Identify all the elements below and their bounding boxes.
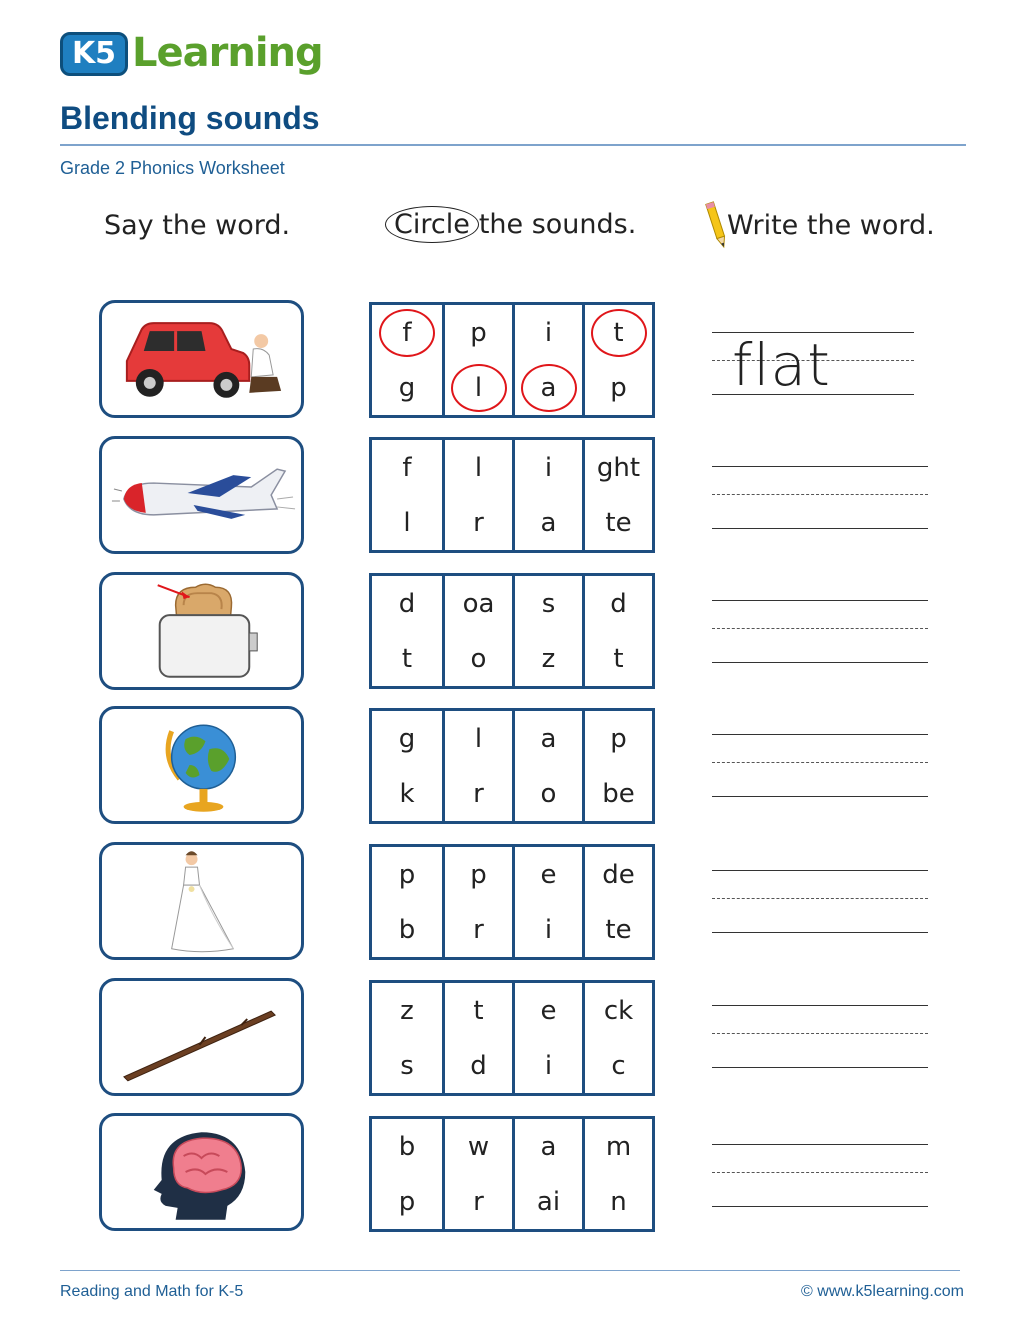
toaster-icon: [102, 575, 301, 687]
sound-cell[interactable]: a: [512, 1119, 582, 1174]
sound-cell[interactable]: t: [442, 983, 512, 1038]
sound-cell[interactable]: e: [512, 983, 582, 1038]
sound-cell[interactable]: oa: [442, 576, 512, 631]
write-lines[interactable]: [712, 870, 928, 934]
sound-cell[interactable]: r: [442, 766, 512, 821]
sound-cell[interactable]: ght: [582, 440, 652, 495]
sound-cell[interactable]: g: [398, 723, 416, 754]
write-lines-example: [712, 331, 914, 399]
sound-cell[interactable]: a: [512, 711, 582, 766]
sound-grid-7: [369, 1116, 655, 1232]
sound-cell[interactable]: l: [442, 711, 512, 766]
write-lines[interactable]: [712, 1005, 928, 1069]
k5-learning-logo: [60, 22, 323, 82]
sound-cell[interactable]: e: [512, 847, 582, 902]
stick-icon: [102, 981, 301, 1093]
sound-grid-1: [369, 302, 655, 418]
picture-globe: [99, 706, 304, 824]
sound-cell[interactable]: w: [442, 1119, 512, 1174]
sound-cell[interactable]: s: [400, 1050, 414, 1081]
instruction-write: Write the word.: [727, 210, 935, 241]
sound-cell[interactable]: p: [398, 1186, 416, 1217]
sound-cell[interactable]: de: [582, 847, 652, 902]
sound-grid-5: [369, 844, 655, 960]
footer-divider: [60, 1270, 960, 1271]
sound-cell[interactable]: p: [442, 847, 512, 902]
sound-cell[interactable]: r: [442, 495, 512, 550]
sound-grid-2: [369, 437, 655, 553]
sound-cell[interactable]: z: [400, 995, 414, 1026]
logo-word: Learning: [132, 30, 323, 76]
sound-cell[interactable]: a: [512, 495, 582, 550]
sound-cell[interactable]: z: [512, 631, 582, 686]
instruction-circle-word: Circle: [385, 206, 479, 243]
sound-cell[interactable]: t: [401, 643, 413, 674]
sound-cell-circled[interactable]: l: [442, 360, 512, 415]
sound-cell[interactable]: i: [512, 1038, 582, 1093]
sound-cell[interactable]: i: [512, 440, 582, 495]
title-divider: [60, 144, 966, 146]
sound-cell[interactable]: te: [582, 495, 652, 550]
footer-website[interactable]: © www.k5learning.com: [801, 1283, 964, 1300]
sound-cell[interactable]: n: [582, 1174, 652, 1229]
page-title: Blending sounds: [60, 100, 320, 136]
sound-cell[interactable]: l: [442, 440, 512, 495]
sound-cell[interactable]: k: [399, 778, 415, 809]
sound-cell[interactable]: f: [402, 452, 412, 483]
instruction-say: Say the word.: [104, 210, 291, 241]
brain-icon: [102, 1116, 301, 1228]
picture-bride: [99, 842, 304, 960]
sound-cell[interactable]: ck: [582, 983, 652, 1038]
sound-cell[interactable]: g: [398, 372, 416, 403]
sound-cell[interactable]: ai: [512, 1174, 582, 1229]
picture-car-flat-tire: [99, 300, 304, 418]
sound-cell[interactable]: b: [398, 1131, 416, 1162]
sound-cell[interactable]: c: [582, 1038, 652, 1093]
sound-cell[interactable]: d: [398, 588, 416, 619]
sound-cell[interactable]: o: [442, 631, 512, 686]
sound-grid-6: [369, 980, 655, 1096]
footer-tagline: Reading and Math for K-5: [60, 1283, 244, 1300]
sound-cell[interactable]: p: [582, 711, 652, 766]
bride-icon: [102, 845, 301, 957]
car-with-flat-tire-icon: [102, 303, 301, 415]
picture-toaster: [99, 572, 304, 690]
logo-mark: K5: [60, 32, 128, 76]
sound-cell[interactable]: be: [582, 766, 652, 821]
sound-grid-3: [369, 573, 655, 689]
sound-cell[interactable]: t: [582, 631, 652, 686]
example-answer: flat: [732, 331, 831, 399]
sound-cell[interactable]: te: [582, 902, 652, 957]
write-lines[interactable]: [712, 466, 928, 530]
globe-icon: [102, 709, 301, 821]
sound-cell[interactable]: d: [582, 576, 652, 631]
sound-cell-circled[interactable]: a: [512, 360, 582, 415]
picture-stick: [99, 978, 304, 1096]
instruction-circle-rest: the sounds.: [478, 209, 637, 240]
instruction-circle: [385, 206, 636, 243]
sound-cell[interactable]: b: [398, 914, 416, 945]
picture-airplane: [99, 436, 304, 554]
sound-cell-circled[interactable]: f: [372, 305, 442, 360]
page-subtitle: Grade 2 Phonics Worksheet: [60, 158, 285, 178]
sound-cell-circled[interactable]: t: [582, 305, 652, 360]
sound-cell[interactable]: i: [512, 305, 582, 360]
sound-cell[interactable]: r: [442, 1174, 512, 1229]
airplane-icon: [102, 439, 301, 551]
sound-cell[interactable]: s: [512, 576, 582, 631]
picture-brain: [99, 1113, 304, 1231]
sound-cell[interactable]: m: [582, 1119, 652, 1174]
write-lines[interactable]: [712, 1144, 928, 1208]
sound-grid-4: [369, 708, 655, 824]
write-lines[interactable]: [712, 600, 928, 664]
sound-cell[interactable]: p: [398, 859, 416, 890]
sound-cell[interactable]: i: [512, 902, 582, 957]
sound-cell[interactable]: r: [442, 902, 512, 957]
write-lines[interactable]: [712, 734, 928, 798]
sound-cell[interactable]: l: [403, 507, 411, 538]
sound-cell[interactable]: o: [512, 766, 582, 821]
sound-cell[interactable]: d: [442, 1038, 512, 1093]
sound-cell[interactable]: p: [582, 360, 652, 415]
sound-cell[interactable]: p: [442, 305, 512, 360]
